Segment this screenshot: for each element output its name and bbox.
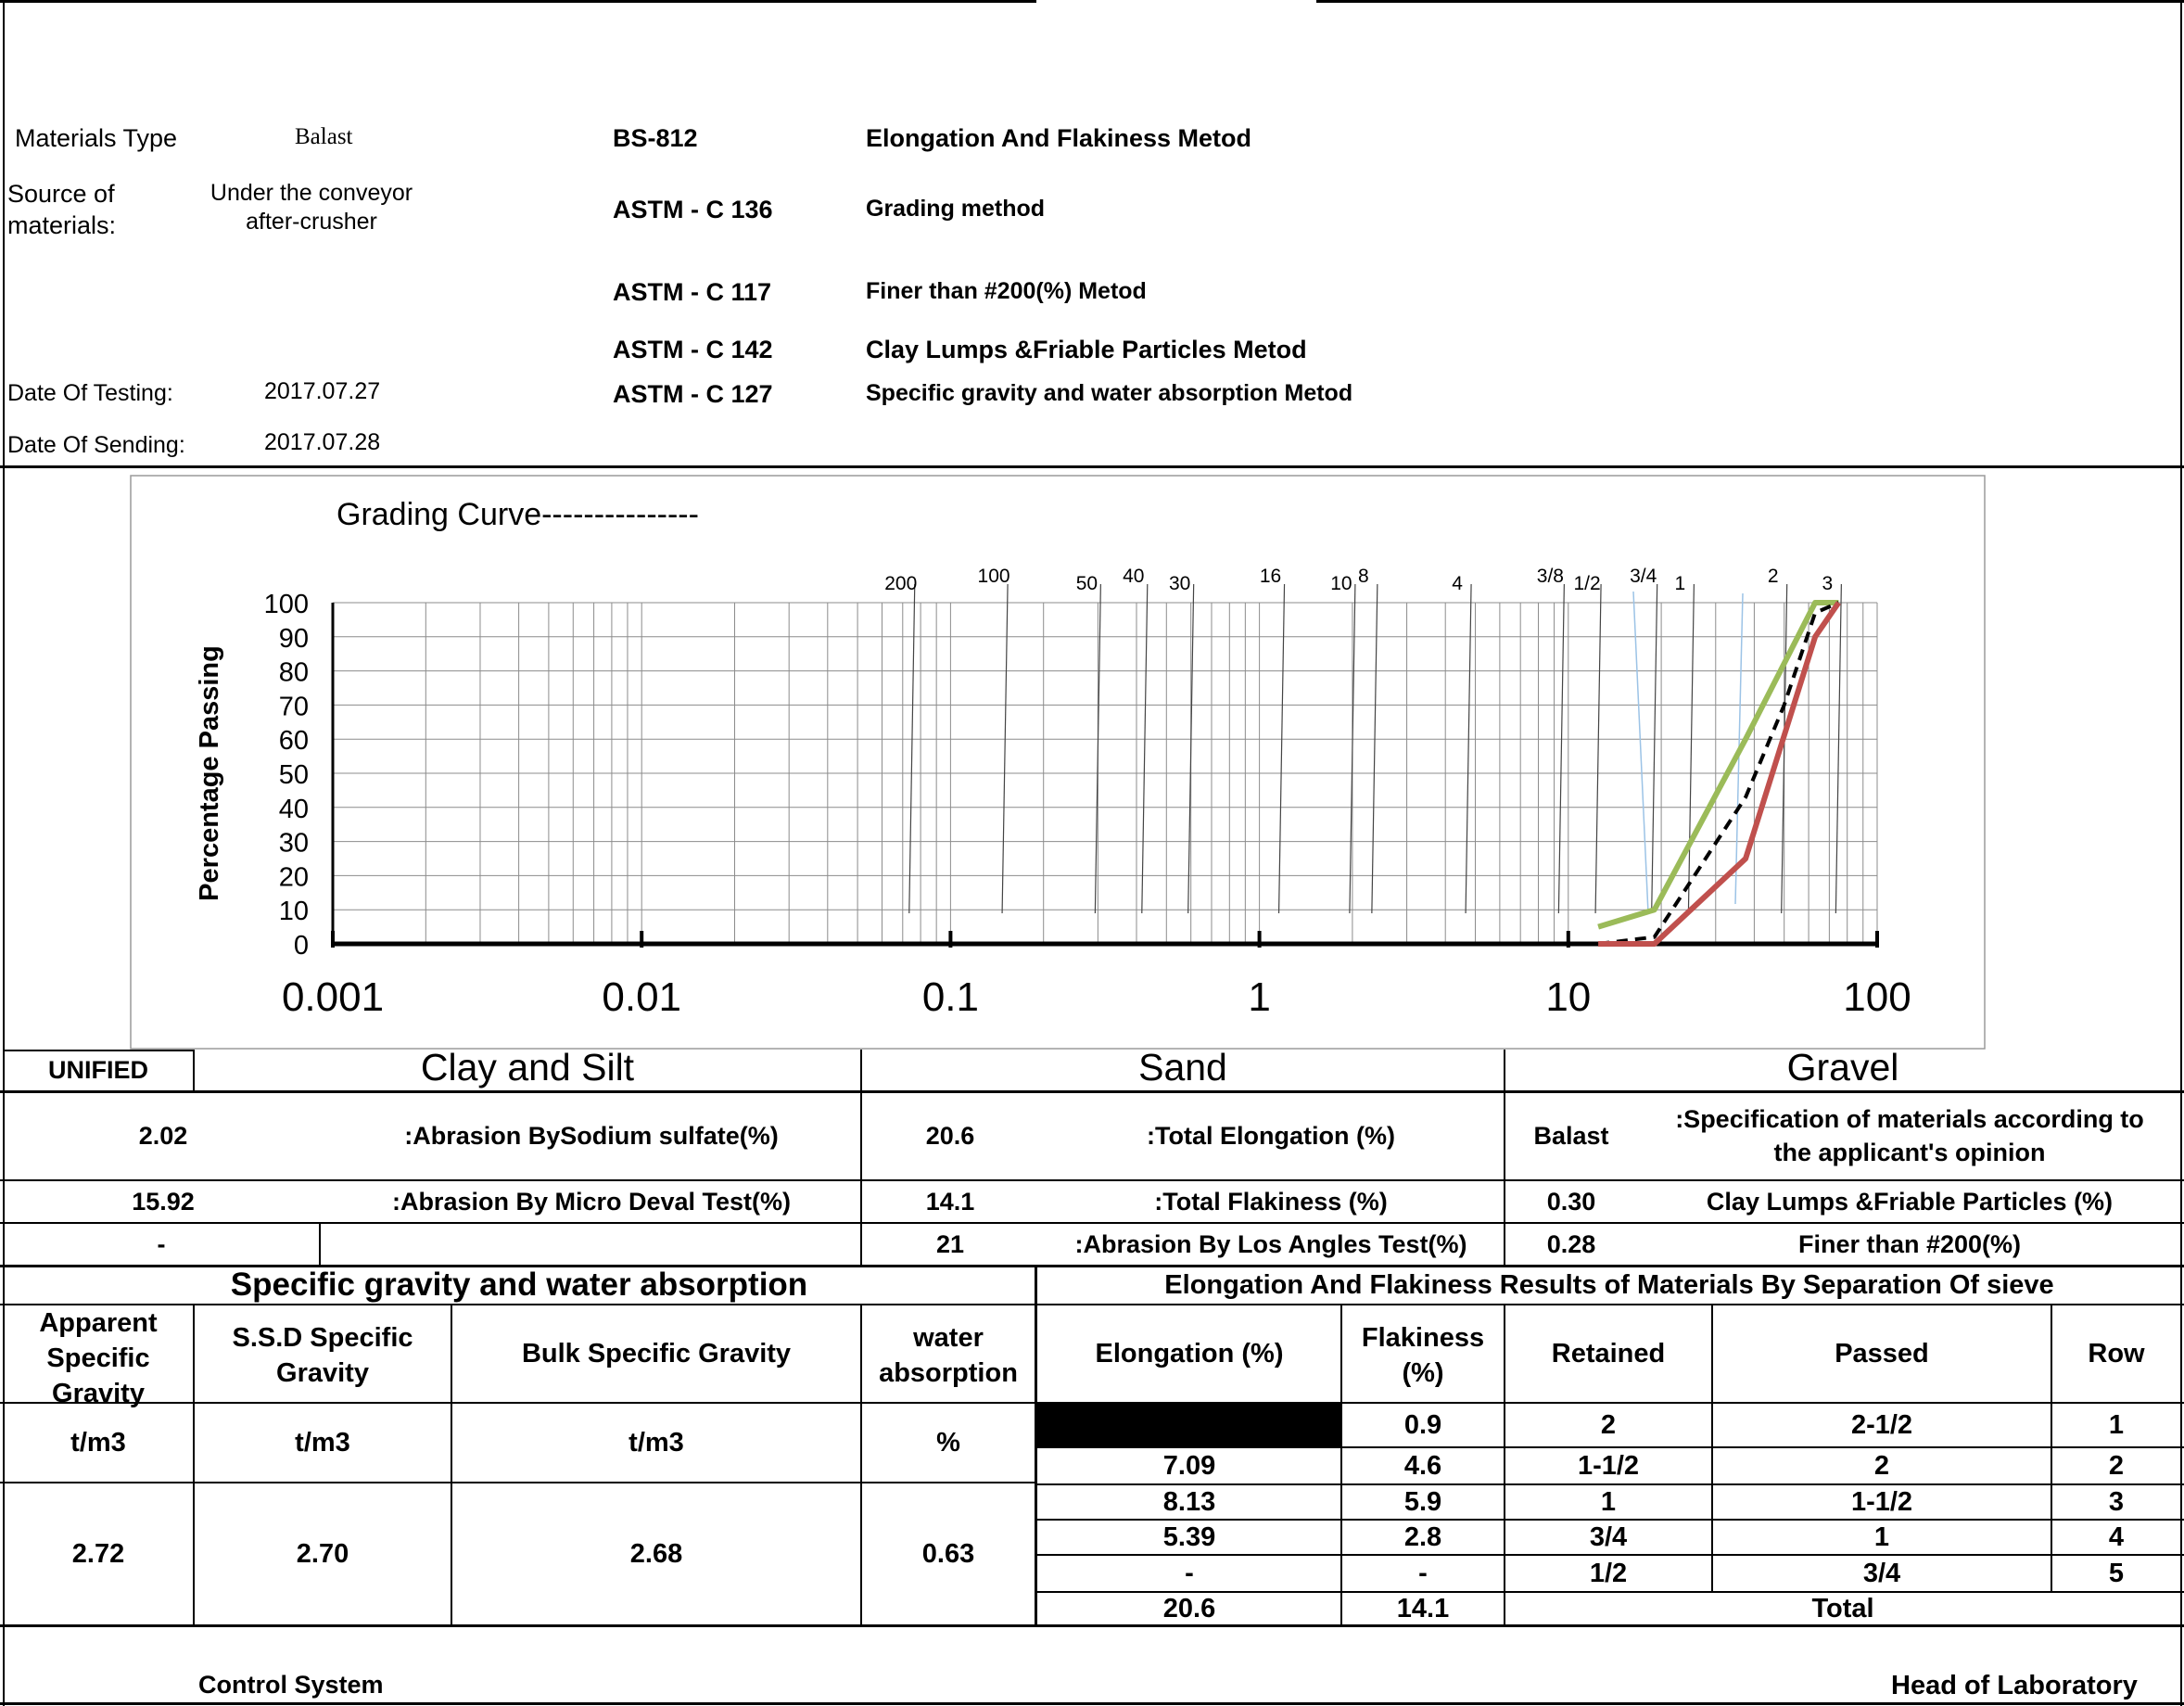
sg-col1-line1: Apparent [39, 1308, 158, 1338]
x-tick-label: 0.01 [602, 974, 682, 1020]
total-elongation-label: :Total Elongation (%) [1147, 1121, 1395, 1150]
sieve-label: 3/4 [1630, 566, 1657, 587]
micro-deval-label: :Abrasion By Micro Deval Test(%) [391, 1187, 792, 1216]
finer-200-value: 0.28 [1546, 1229, 1596, 1258]
abrasion-sodium-value: 2.02 [138, 1121, 188, 1150]
el-cell-elongation: 7.09 [1162, 1450, 1216, 1481]
water-absorption-value: 0.63 [921, 1538, 975, 1569]
bulk-sg-value: 2.68 [629, 1538, 683, 1569]
el-cell-elongation: 5.39 [1162, 1521, 1216, 1552]
el-cell-flakiness: - [1418, 1558, 1428, 1588]
el-title: Elongation And Flakiness Results of Materials By Separation Of sieve [1164, 1269, 2054, 1300]
y-tick-label: 10 [278, 897, 309, 927]
source-label-1: Source of [7, 180, 115, 208]
sg-col2-line2: Gravity [276, 1358, 369, 1388]
micro-deval-value: 15.92 [132, 1187, 195, 1216]
x-tick-label: 100 [1843, 974, 1911, 1020]
standard-code-2: ASTM - C 136 [613, 196, 773, 223]
sieve-label: 3 [1822, 573, 1834, 594]
el-cell-passed: 1-1/2 [1850, 1486, 1913, 1517]
sieve-label: 10 [1330, 573, 1352, 594]
x-tick-label: 1 [1248, 974, 1271, 1020]
sieve-label: 30 [1169, 573, 1191, 594]
sg-unit-3: t/m3 [629, 1427, 684, 1458]
standard-code-3: ASTM - C 117 [613, 278, 772, 306]
standard-method-2: Grading method [866, 196, 1046, 222]
date-testing-label: Date Of Testing: [7, 380, 173, 406]
el-total-label: Total [1811, 1593, 1874, 1623]
footer-head-lab: Head of Laboratory [1891, 1671, 2138, 1700]
sieve-label: 4 [1452, 573, 1463, 594]
apparent-sg-value: 2.72 [71, 1538, 125, 1569]
sieve-label: 40 [1123, 566, 1145, 587]
class-sand: Sand [1138, 1045, 1227, 1089]
el-cell-passed: 2-1/2 [1850, 1409, 1913, 1440]
el-cell-row: 4 [2108, 1521, 2125, 1552]
el-cell-elongation [1038, 1404, 1340, 1446]
sg-col1-line3: Gravity [52, 1379, 145, 1408]
y-tick-label: 70 [278, 692, 309, 722]
standard-code-5: ASTM - C 127 [613, 380, 773, 408]
x-tick-label: 0.001 [281, 974, 385, 1020]
specification-value: Balast [1533, 1121, 1609, 1150]
el-header-flakiness [1342, 1320, 1504, 1391]
sieve-label: 1/2 [1573, 573, 1601, 594]
date-testing-value: 2017.07.27 [264, 378, 381, 404]
y-tick-label: 50 [278, 760, 309, 790]
unified-label: UNIFIED [48, 1055, 148, 1084]
el-total-flakiness: 14.1 [1396, 1593, 1450, 1623]
class-gravel: Gravel [1786, 1045, 1899, 1089]
el-cell-elongation: 8.13 [1162, 1486, 1216, 1517]
chart-frame [131, 476, 1985, 1049]
el-header-flakiness-1: Flakiness [1361, 1323, 1485, 1353]
sg-unit-2: t/m3 [295, 1427, 350, 1458]
sieve-label: 16 [1259, 566, 1282, 587]
v-row3 [319, 1222, 321, 1265]
v-unified [193, 1050, 195, 1090]
standard-method-4: Clay Lumps &Friable Particles Metod [866, 336, 1307, 363]
total-flakiness-label: :Total Flakiness (%) [1154, 1187, 1388, 1216]
standard-code-1: BS-812 [613, 124, 698, 152]
class-clay-silt: Clay and Silt [420, 1045, 635, 1089]
materials-type-value: Balast [295, 124, 353, 149]
el-cell-passed: 2 [1873, 1450, 1890, 1481]
y-tick-label: 80 [278, 657, 309, 688]
el-header-elongation: Elongation (%) [1095, 1338, 1284, 1369]
el-header-row: Row [2088, 1338, 2145, 1369]
el-header-passed: Passed [1835, 1338, 1929, 1369]
y-tick-label: 90 [278, 623, 309, 654]
el-cell-retained: 3/4 [1589, 1521, 1628, 1552]
sg-col2-header [195, 1320, 451, 1391]
footer-control-system: Control System [198, 1671, 384, 1699]
ssd-sg-value: 2.70 [296, 1538, 349, 1569]
source-value-1: Under the conveyor [210, 180, 413, 206]
standard-method-1: Elongation And Flakiness Metod [866, 124, 1252, 152]
el-cell-flakiness: 2.8 [1403, 1521, 1442, 1552]
total-flakiness-value: 14.1 [925, 1187, 975, 1216]
el-cell-row: 3 [2108, 1486, 2125, 1517]
el-cell-row: 1 [2108, 1409, 2125, 1440]
el-total-elongation: 20.6 [1162, 1593, 1216, 1623]
el-cell-retained: 1/2 [1589, 1558, 1628, 1588]
sieve-label: 2 [1767, 566, 1779, 587]
chart-title: Grading Curve--------------- [336, 497, 699, 532]
sg-col2-line1: S.S.D Specific [232, 1323, 413, 1353]
sg-col4-line1: water [913, 1323, 984, 1353]
sieve-label: 1 [1674, 573, 1686, 594]
y-tick-label: 30 [278, 828, 309, 859]
sieve-label: 8 [1358, 566, 1369, 587]
y-tick-label: 100 [263, 590, 309, 619]
sg-col3-header: Bulk Specific Gravity [521, 1338, 792, 1369]
sg-title: Specific gravity and water absorption [230, 1267, 808, 1303]
el-cell-elongation: - [1185, 1558, 1194, 1588]
x-tick-label: 0.1 [921, 974, 979, 1020]
el-cell-flakiness: 5.9 [1403, 1486, 1442, 1517]
sieve-label: 200 [884, 573, 918, 594]
el-cell-retained: 1 [1600, 1486, 1617, 1517]
el-cell-row: 2 [2108, 1450, 2125, 1481]
clay-lumps-label: Clay Lumps &Friable Particles (%) [1706, 1187, 2114, 1216]
abrasion-sodium-label: :Abrasion BySodium sulfate(%) [404, 1121, 779, 1150]
y-tick-label: 20 [278, 862, 309, 893]
sg-col4-header [862, 1320, 1035, 1391]
materials-type-label: Materials Type [15, 124, 178, 152]
source-value-2: after-crusher [246, 209, 377, 235]
page-bottom-rule [0, 1702, 2184, 1705]
sg-unit-4: % [936, 1427, 960, 1458]
sg-unit-1: t/m3 [70, 1427, 126, 1458]
y-tick-label: 0 [293, 931, 309, 961]
el-header-flakiness-2: (%) [1402, 1358, 1444, 1388]
el-cell-flakiness: 4.6 [1403, 1450, 1442, 1481]
sg-col4-line2: absorption [879, 1358, 1018, 1388]
el-cell-row: 5 [2108, 1558, 2125, 1588]
sg-col1-header [4, 1305, 193, 1411]
y-axis-label: Percentage Passing [195, 645, 224, 901]
el-cell-passed: 1 [1873, 1521, 1890, 1552]
x-tick-label: 10 [1545, 974, 1592, 1020]
el-cell-passed: 3/4 [1862, 1558, 1901, 1588]
specification-label-1: :Specification of materials according to [1675, 1105, 2144, 1133]
finer-200-label: Finer than #200(%) [1797, 1229, 2022, 1258]
sieve-label: 50 [1075, 573, 1098, 594]
sieve-label: 3/8 [1536, 566, 1564, 587]
los-angeles-label: :Abrasion By Los Angles Test(%) [1074, 1229, 1467, 1258]
y-tick-label: 60 [278, 726, 309, 757]
unified-top-rule [4, 1050, 195, 1051]
el-cell-flakiness: 0.9 [1403, 1409, 1442, 1440]
specification-label-2: the applicant's opinion [1773, 1139, 2046, 1166]
sg-col1-line2: Specific [46, 1343, 150, 1373]
el-header-retained: Retained [1551, 1338, 1666, 1369]
el-cell-retained: 2 [1600, 1409, 1617, 1440]
date-sending-value: 2017.07.28 [264, 429, 381, 455]
el-cell-retained: 1-1/2 [1577, 1450, 1640, 1481]
sieve-label: 100 [977, 566, 1010, 587]
standard-code-4: ASTM - C 142 [613, 336, 773, 363]
tables-bottom-rule [0, 1624, 2184, 1627]
clay-lumps-value: 0.30 [1546, 1187, 1596, 1216]
los-angeles-value: 21 [935, 1229, 965, 1258]
standard-method-5: Specific gravity and water absorption Metod [866, 380, 1353, 406]
standard-method-3: Finer than #200(%) Metod [866, 278, 1147, 304]
date-sending-label: Date Of Sending: [7, 432, 185, 458]
row3-value-1: - [157, 1229, 166, 1258]
total-elongation-value: 20.6 [925, 1121, 975, 1150]
source-label-2: materials: [7, 211, 117, 239]
y-tick-label: 40 [278, 794, 309, 824]
